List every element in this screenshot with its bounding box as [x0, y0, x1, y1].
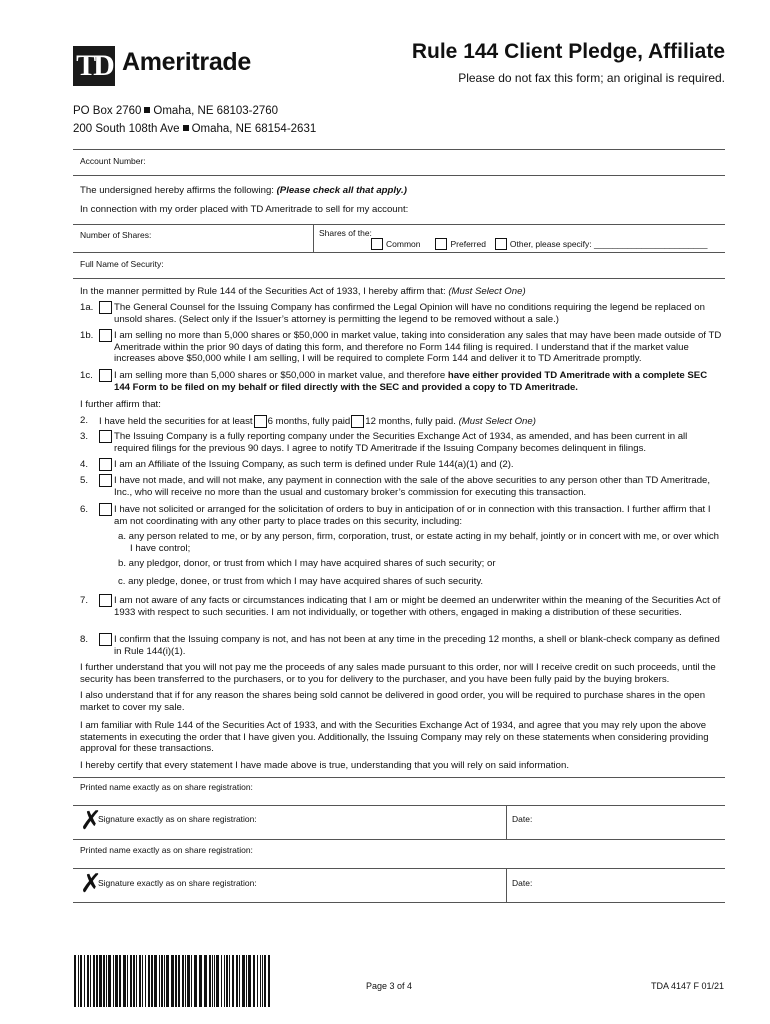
- divider: [73, 868, 725, 869]
- divider: [73, 252, 725, 253]
- checkbox-1b[interactable]: [99, 329, 112, 342]
- date-label-2[interactable]: Date:: [512, 878, 533, 888]
- item-number-4: 4.: [80, 459, 89, 470]
- signature-x-icon: ✗: [80, 869, 102, 899]
- item-number-8: 8.: [80, 634, 89, 645]
- divider: [73, 902, 725, 903]
- divider: [73, 224, 725, 225]
- form-title: Rule 144 Client Pledge, Affiliate: [411, 40, 725, 63]
- signature-label-1[interactable]: Signature exactly as on share registration:: [98, 814, 257, 824]
- vertical-divider: [506, 805, 507, 839]
- common-checkbox[interactable]: [371, 238, 383, 250]
- address-street: 200 South 108th Ave: [73, 123, 180, 135]
- preferred-label: Preferred: [450, 239, 486, 249]
- item-2-note: (Must Select One): [458, 415, 536, 427]
- divider: [73, 839, 725, 840]
- preferred-checkbox[interactable]: [435, 238, 447, 250]
- number-of-shares-label[interactable]: Number of Shares:: [80, 230, 152, 240]
- other-specify-label[interactable]: Other, please specify: ________________________: [509, 239, 708, 249]
- further-intro: I further affirm that:: [80, 399, 161, 410]
- printed-name-label-2[interactable]: Printed name exactly as on share registration:: [80, 845, 253, 855]
- item-number-5: 5.: [80, 475, 89, 486]
- checkbox-4[interactable]: [99, 458, 112, 471]
- checkbox-8[interactable]: [99, 633, 112, 646]
- address-po-box: PO Box 2760: [73, 105, 142, 117]
- full-name-security-label[interactable]: Full Name of Security:: [80, 259, 164, 269]
- item-6-sub-b: b. any pledgor, donor, or trust from which I may have acquired shares of such security; or: [118, 558, 496, 569]
- checkbox-7[interactable]: [99, 594, 112, 607]
- form-subtitle: Please do not fax this form; an original is required.: [458, 71, 725, 85]
- checkbox-12-months[interactable]: [351, 415, 364, 428]
- affirm-intro-note: (Please check all that apply.): [276, 185, 407, 196]
- item-2-text: I have held the securities for at least: [99, 415, 253, 427]
- affirm-intro: [80, 185, 407, 197]
- item-number-7: 7.: [80, 595, 89, 606]
- printed-name-label-1[interactable]: Printed name exactly as on share registration:: [80, 782, 253, 792]
- affirm-intro-text: The undersigned hereby affirms the following:: [80, 185, 277, 196]
- item-text-3: The Issuing Company is a fully reporting company under the Securities Exchange Act of 1934, as amended, and has been current in all required filings for the previous 90 days. I agree to notify TD Ameritrade if the Issuing Company becomes delinquent in filings.: [114, 431, 688, 454]
- address-line-1: [73, 105, 278, 117]
- item-number-6: 6.: [80, 504, 89, 515]
- address-line-2: [73, 123, 316, 135]
- share-type-options: [371, 238, 707, 250]
- date-label-1[interactable]: Date:: [512, 814, 533, 824]
- logo-mark-text: TD: [76, 49, 112, 82]
- checkbox-5[interactable]: [99, 474, 112, 487]
- vertical-divider: [313, 224, 314, 252]
- common-label: Common: [386, 239, 421, 249]
- checkbox-1c[interactable]: [99, 369, 112, 382]
- item-text-8: I confirm that the Issuing company is not, and has not been at any time in the preceding 12 months, a shell or blank-check company as defined in Rule 144(i)(1).: [114, 634, 720, 657]
- page-number: Page 3 of 4: [366, 981, 413, 991]
- item-number-1c: 1c.: [80, 370, 93, 381]
- closing-paragraph-3: I am familiar with Rule 144 of the Securities Act of 1933, and with the Securities Exchange Act of 1934, and agree that you may rely upon the above statements in executing the order that I have given you. Additionally, the Issuing Company may rely on these statements when considering providing approval for these transactions.: [80, 720, 709, 754]
- item-text-1c: [114, 370, 722, 393]
- checkbox-6[interactable]: [99, 503, 112, 516]
- other-checkbox[interactable]: [495, 238, 507, 250]
- item-2-row: [99, 415, 536, 428]
- item-text-1a: The General Counsel for the Issuing Company has confirmed the Legal Opinion will have no conditions requiring the legend be replaced on unsold shares. (Select only if the Issuer’s attorney is permitting the legend to be removed without a sale.): [114, 302, 705, 325]
- divider: [73, 805, 725, 806]
- account-number-label[interactable]: Account Number:: [80, 156, 146, 166]
- form-id: TDA 4147 F 01/21: [650, 981, 724, 991]
- item-text-1c-bold: have either provided TD Ameritrade with a complete SEC 144 Form to be filed on my behalf or filed directly with the SEC and provided a copy to TD Ameritrade.: [114, 370, 708, 393]
- checkbox-3[interactable]: [99, 430, 112, 443]
- divider: [73, 175, 725, 176]
- twelve-months-label: 12 months, fully paid.: [365, 415, 459, 427]
- item-text-1b: I am selling no more than 5,000 shares or $50,000 in market value, taking into consideration any sales that may have been made outside of TD Ameritrade within the prior 90 days of dating this form, and therefore no Form 144 filing is required. I understand that if the market value increases above $50,000 while I am selling, I will be required to complete Form 144 and deliver it to TD Ameritrade promptly.: [114, 330, 722, 364]
- item-text-5: I have not made, and will not make, any payment in connection with the sale of the above securities to any person other than TD Ameritrade, Inc., who will receive no more than the usual and customary broker’s commission for executing this transaction.: [114, 475, 711, 498]
- checkbox-1a[interactable]: [99, 301, 112, 314]
- item-number-1b: 1b.: [80, 330, 94, 341]
- shares-of-the-label: Shares of the:: [319, 228, 372, 238]
- divider: [73, 149, 725, 150]
- closing-paragraph-1: I further understand that you will not pay me the proceeds of any sales made pursuant to this order, nor will I receive credit on such proceeds, until the security has been transferred to the purchasers, or to you for delivery to the purchaser, and you have been fully paid by the buying brokers.: [80, 662, 716, 685]
- item-text-6: I have not solicited or arranged for the solicitation of orders to buy in anticipation of or in connection with this transaction. I further affirm that I am not coordinating with any other party to place trades on this security, including:: [114, 504, 711, 527]
- item-text-1c-regular: I am selling more than 5,000 shares or $50,000 in market value, and therefore: [114, 370, 448, 381]
- rule-intro-text: In the manner permitted by Rule 144 of the Securities Act of 1933, I hereby affirm that:: [80, 286, 449, 297]
- item-text-4: I am an Affiliate of the Issuing Company, as such term is defined under Rule 144(a)(1) and (2).: [114, 459, 514, 470]
- vertical-divider: [506, 868, 507, 902]
- address-city-1: Omaha, NE 68103-2760: [153, 105, 279, 117]
- square-bullet-icon: [144, 107, 150, 113]
- signature-x-icon: ✗: [80, 806, 102, 836]
- barcode-image: [74, 955, 270, 1007]
- square-bullet-icon: [183, 125, 189, 131]
- item-number-1a: 1a.: [80, 302, 94, 313]
- checkbox-6-months[interactable]: [254, 415, 267, 428]
- item-text-7: I am not aware of any facts or circumstances indicating that I am or might be deemed an underwriter within the meaning of the Securities Act of 1933 with respect to such securities. I am not individually, or together with others, engaged in making a distribution of these securities.: [114, 595, 721, 618]
- closing-paragraph-4: I hereby certify that every statement I have made above is true, understanding that you will rely on said information.: [80, 760, 570, 771]
- logo-name: Ameritrade: [122, 48, 251, 76]
- item-6-sub-a: a. any person related to me, or by any person, firm, corporation, trust, or estate acting in my behalf, jointly or in concert with me, or over which I have control;: [118, 531, 719, 554]
- item-number-3: 3.: [80, 431, 89, 442]
- divider: [73, 278, 725, 279]
- td-logo-mark: [73, 46, 115, 86]
- six-months-label: 6 months, fully paid: [267, 415, 351, 427]
- divider: [73, 777, 725, 778]
- item-6-sub-c: c. any pledge, donee, or trust from which I may have acquired shares of such security.: [118, 576, 484, 587]
- rule-intro: [80, 286, 526, 298]
- signature-label-2[interactable]: Signature exactly as on share registration:: [98, 878, 257, 888]
- rule-intro-note: (Must Select One): [448, 286, 526, 297]
- closing-paragraph-2: I also understand that if for any reason the shares being sold cannot be delivered in good order, you will be required to purchase shares in the open market to cover my sale.: [80, 690, 706, 713]
- address-city-2: Omaha, NE 68154-2631: [191, 123, 317, 135]
- item-number-2: 2.: [80, 415, 89, 426]
- connection-text: In connection with my order placed with TD Ameritrade to sell for my account:: [80, 204, 409, 215]
